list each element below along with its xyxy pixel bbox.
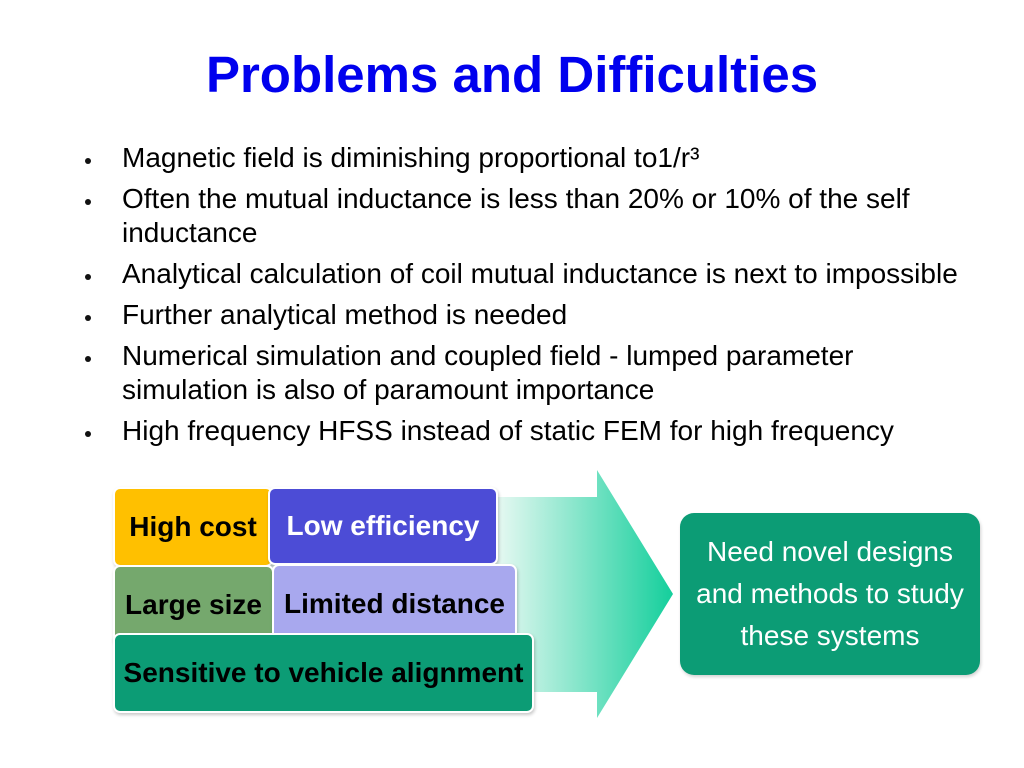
problems-diagram [100,460,990,730]
slide-title: Problems and Difficulties [205,46,819,103]
bullet-text: High frequency HFSS instead of static FEM for high frequency [122,415,894,446]
bullet-marker [85,199,91,205]
bullet-marker [85,431,91,437]
problem-box-limited-distance [272,564,517,643]
problem-label: Sensitive to vehicle alignment [123,657,524,688]
conclusion-box [680,513,980,675]
bullet-list [80,141,972,455]
bullet-item [80,257,972,291]
problem-label: Limited distance [284,587,505,619]
bullet-marker [85,315,91,321]
bullet-text: Numerical simulation and coupled field - lumped parameter simulation is also of paramount importance [122,340,854,405]
bullet-text: Further analytical method is needed [122,299,568,330]
problem-label: Large size [125,589,262,620]
problem-box-low-efficiency [268,487,498,565]
bullet-text: Often the mutual inductance is less than 20% or 10% of the self inductance [122,183,910,248]
bullet-item [80,182,972,250]
problem-box-high-cost [113,487,273,567]
problem-label: Low efficiency [286,510,480,541]
bullet-marker [85,158,91,164]
bullet-item [80,298,972,332]
problem-label: High cost [129,511,257,542]
bullet-text: Analytical calculation of coil mutual inductance is next to impossible [122,258,958,289]
bullet-marker [85,356,91,362]
bullet-marker [85,274,91,280]
bullet-item [80,339,972,407]
problem-box-vehicle-alignment [113,633,534,713]
bullet-item [80,414,972,448]
bullet-item [80,141,972,175]
conclusion-text: Need novel designs and methods to study these systems [696,536,964,651]
bullet-text: Magnetic field is diminishing proportional to1/r³ [122,142,700,173]
